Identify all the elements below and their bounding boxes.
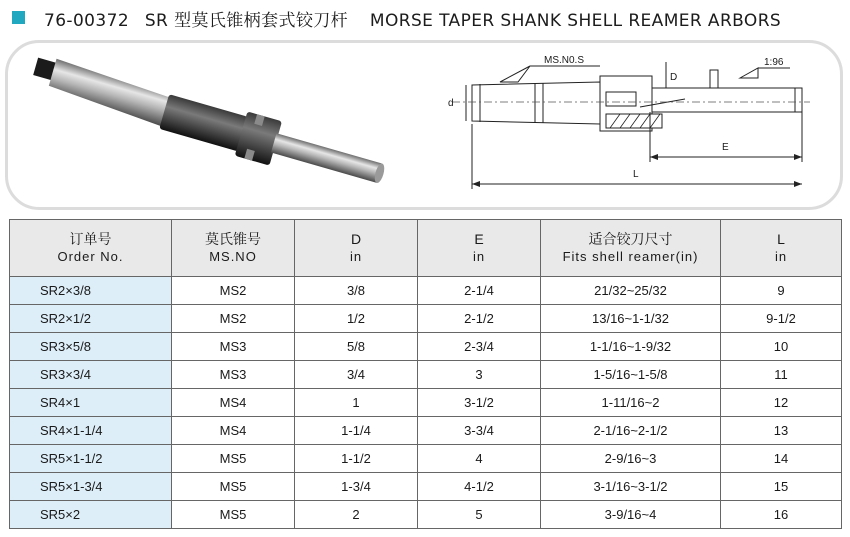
e-cell: 2-1/2 xyxy=(418,305,541,333)
ms-cell: MS2 xyxy=(172,277,295,305)
ms-cell: MS3 xyxy=(172,361,295,389)
page-title xyxy=(44,6,791,31)
ms-cell: MS5 xyxy=(172,473,295,501)
order-cell: SR3×5/8 xyxy=(10,333,172,361)
order-cell: SR5×1-3/4 xyxy=(10,473,172,501)
order-cell: SR4×1 xyxy=(10,389,172,417)
l-cell: 9 xyxy=(721,277,842,305)
e-cell: 2-3/4 xyxy=(418,333,541,361)
table-row xyxy=(10,277,842,305)
d-cell: 2 xyxy=(295,501,418,529)
l-cell: 15 xyxy=(721,473,842,501)
title-english: MORSE TAPER SHANK SHELL REAMER ARBORS xyxy=(369,11,782,31)
d-cell: 1-1/2 xyxy=(295,445,418,473)
e-cell: 3-3/4 xyxy=(418,417,541,445)
d-cell: 5/8 xyxy=(295,333,418,361)
product-code: 76-00372 xyxy=(44,11,130,31)
l-cell: 10 xyxy=(721,333,842,361)
order-cell: SR4×1-1/4 xyxy=(10,417,172,445)
ms-cell: MS4 xyxy=(172,389,295,417)
fits-cell: 1-5/16~1-5/8 xyxy=(541,361,721,389)
header-bar xyxy=(0,0,850,34)
ms-cell: MS5 xyxy=(172,445,295,473)
l-cell: 11 xyxy=(721,361,842,389)
table-row xyxy=(10,305,842,333)
l-cell: 12 xyxy=(721,389,842,417)
table-row xyxy=(10,361,842,389)
d-cell: 1-3/4 xyxy=(295,473,418,501)
d-cell: 1 xyxy=(295,389,418,417)
col-header-E: E in xyxy=(418,220,541,277)
e-cell: 4 xyxy=(418,445,541,473)
e-cell: 5 xyxy=(418,501,541,529)
col-header-ms: 莫氏锥号 MS.NO xyxy=(172,220,295,277)
fits-cell: 2-1/16~2-1/2 xyxy=(541,417,721,445)
e-cell: 4-1/2 xyxy=(418,473,541,501)
arbor-photo-image xyxy=(14,50,394,200)
order-cell: SR3×3/4 xyxy=(10,361,172,389)
order-cell: SR2×3/8 xyxy=(10,277,172,305)
fits-cell: 1-11/16~2 xyxy=(541,389,721,417)
dim-d-label: d xyxy=(448,98,454,109)
d-cell: 3/4 xyxy=(295,361,418,389)
d-cell: 3/8 xyxy=(295,277,418,305)
l-cell: 9-1/2 xyxy=(721,305,842,333)
spec-table xyxy=(9,219,842,529)
order-cell: SR5×1-1/2 xyxy=(10,445,172,473)
col-header-order: 订单号 Order No. xyxy=(10,220,172,277)
table-row xyxy=(10,417,842,445)
table-row xyxy=(10,473,842,501)
dim-E-label: E xyxy=(722,142,729,153)
dimension-drawing xyxy=(440,44,835,194)
square-bullet-icon xyxy=(12,11,25,24)
table-row xyxy=(10,501,842,529)
col-header-fits: 适合铰刀尺寸 Fits shell reamer(in) xyxy=(541,220,721,277)
e-cell: 2-1/4 xyxy=(418,277,541,305)
l-cell: 13 xyxy=(721,417,842,445)
table-header-row xyxy=(10,220,842,277)
ms-cell: MS5 xyxy=(172,501,295,529)
fits-cell: 2-9/16~3 xyxy=(541,445,721,473)
dim-L-label: L xyxy=(633,169,639,180)
fits-cell: 3-9/16~4 xyxy=(541,501,721,529)
fits-cell: 13/16~1-1/32 xyxy=(541,305,721,333)
ms-label: MS.N0.S xyxy=(544,55,585,66)
table-row xyxy=(10,333,842,361)
d-cell: 1/2 xyxy=(295,305,418,333)
col-header-L: L in xyxy=(721,220,842,277)
l-cell: 14 xyxy=(721,445,842,473)
table-row xyxy=(10,389,842,417)
d-cell: 1-1/4 xyxy=(295,417,418,445)
fits-cell: 3-1/16~3-1/2 xyxy=(541,473,721,501)
taper-label: 1:96 xyxy=(764,57,784,68)
dim-D-label: D xyxy=(670,72,678,83)
ms-cell: MS4 xyxy=(172,417,295,445)
fits-cell: 21/32~25/32 xyxy=(541,277,721,305)
col-header-D: D in xyxy=(295,220,418,277)
ms-cell: MS3 xyxy=(172,333,295,361)
order-cell: SR5×2 xyxy=(10,501,172,529)
l-cell: 16 xyxy=(721,501,842,529)
e-cell: 3-1/2 xyxy=(418,389,541,417)
title-chinese: SR 型莫氏锥柄套式铰刀杆 xyxy=(144,11,349,31)
fits-cell: 1-1/16~1-9/32 xyxy=(541,333,721,361)
e-cell: 3 xyxy=(418,361,541,389)
ms-cell: MS2 xyxy=(172,305,295,333)
table-row xyxy=(10,445,842,473)
order-cell: SR2×1/2 xyxy=(10,305,172,333)
